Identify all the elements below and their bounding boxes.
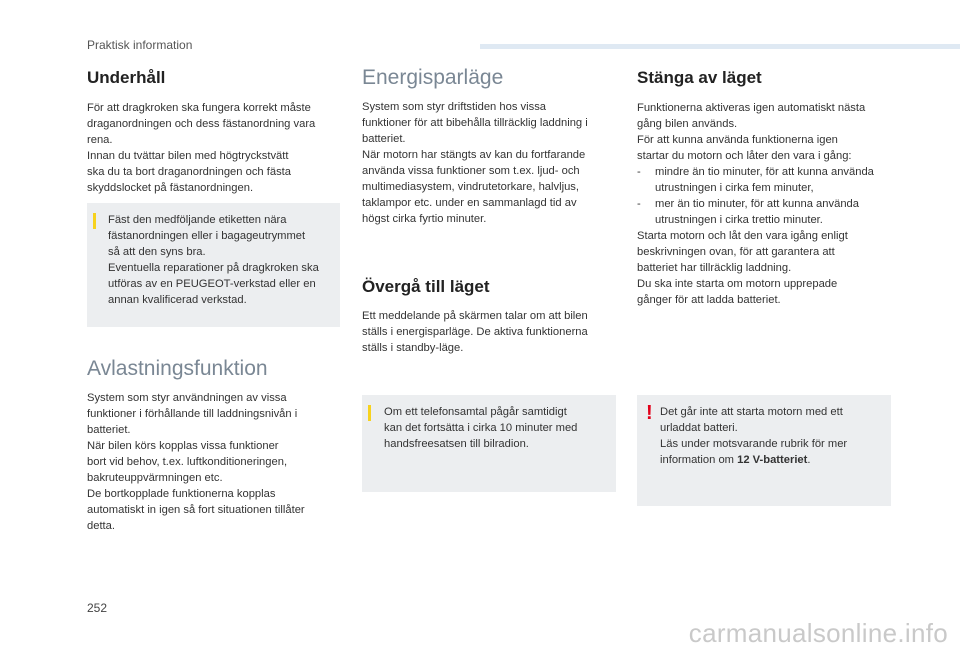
warning-box <box>637 395 891 506</box>
overga-body: Ett meddelande på skärmen talar om att bilen ställs i energisparläge. De aktiva funktionerna ställs i standby-läge. <box>362 310 588 354</box>
column-1-section-2 <box>87 357 347 534</box>
info-box-text: Fäst den medföljande etiketten nära fästanordningen eller i bagageutrymmet så att den syns bra. Eventuella reparationer på dragkroken ska utföras av en PEUGEOT-verkstad eller en annan kvalificerad verkstad. <box>108 214 319 306</box>
info-box-phone <box>362 395 616 492</box>
column-2 <box>362 66 622 227</box>
info-icon <box>368 405 371 421</box>
list-dash: - <box>637 198 641 210</box>
stanga-list <box>637 164 897 228</box>
list-dash: - <box>637 166 641 178</box>
info-box-phone-text: Om ett telefonsamtal pågår samtidigt kan det fortsätta i cirka 10 minuter med handsfreesatsen till bilradion. <box>384 406 578 450</box>
heading-stanga-av: Stänga av läget <box>637 68 762 87</box>
list-item <box>637 196 897 228</box>
column-3 <box>637 68 897 308</box>
column-2-section-2 <box>362 277 622 356</box>
list-item <box>637 164 897 196</box>
page-number: 252 <box>87 601 108 615</box>
energisparlage-body: System som styr driftstiden hos vissa funktioner för att bibehålla tillräcklig laddning i batteriet. När motorn har stängts av kan du fortfarande använda vissa funktioner som t.ex. ljud- och multimediasystem, vindrutetorkare, halvljus, taklampor etc. under en sammanlagd tid av högst cirka fyrtio minuter. <box>362 101 588 225</box>
info-box-label <box>87 203 340 327</box>
warning-box-text <box>660 404 886 468</box>
heading-avlastningsfunktion: Avlastningsfunktion <box>87 357 268 380</box>
heading-energisparlage: Energisparläge <box>362 66 504 89</box>
warning-text: Det går inte att starta motorn med ett urladdat batteri. Läs under motsvarande rubrik för mer information om <box>660 406 848 466</box>
heading-overga: Övergå till läget <box>362 277 490 296</box>
warning-bold-term: 12 V-batteriet <box>737 454 808 466</box>
avlastning-body: System som styr användningen av vissa funktioner i förhållande till laddningsnivån i batteriet. När bilen körs kopplas vissa funktioner bort vid behov, t.ex. luftkonditioneringen, bakruteuppvärmningen etc. De bortkopplade funktionerna kopplas automatiskt in igen så fort situationen tillåter detta. <box>87 392 305 532</box>
section-header: Praktisk information <box>87 38 193 52</box>
underhall-body: För att dragkroken ska fungera korrekt måste draganordningen och dess fästanordning vara rena. Innan du tvättar bilen med högtryckstvätt ska du ta bort draganordningen och fästa skyddslocket på fästanordningen. <box>87 102 316 194</box>
heading-underhall: Underhåll <box>87 68 166 87</box>
list-item-text: mindre än tio minuter, för att kunna använda utrustningen i cirka fem minuter, <box>655 166 874 194</box>
list-item-text: mer än tio minuter, för att kunna använda utrustningen i cirka trettio minuter. <box>655 198 859 226</box>
stanga-outro: Starta motorn och låt den vara igång enligt beskrivningen ovan, för att garantera att batteriet har tillräcklig laddning. Du ska inte starta om motorn upprepade gånger för att ladda batteriet. <box>637 230 848 306</box>
warning-end: . <box>807 454 811 466</box>
info-icon <box>93 213 96 229</box>
warning-icon: ! <box>646 402 653 424</box>
column-1 <box>87 68 347 196</box>
watermark: carmanualsonline.info <box>688 618 948 648</box>
header-bar <box>480 44 960 49</box>
stanga-intro: Funktionerna aktiveras igen automatiskt nästa gång bilen används. För att kunna använda funktionerna igen startar du motorn och låter den vara i gång: <box>637 102 866 162</box>
